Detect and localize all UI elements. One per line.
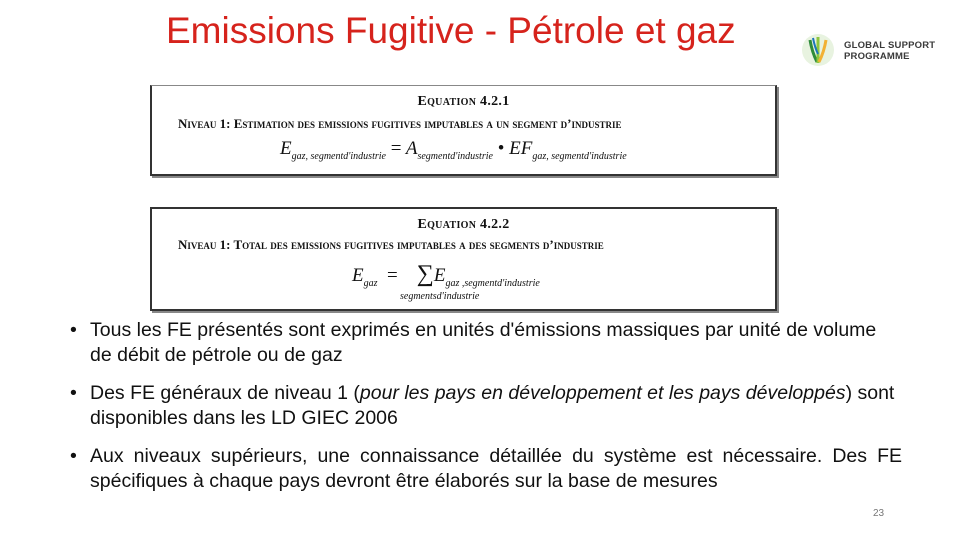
formula-lhs: E (352, 265, 364, 286)
equation-formula (352, 261, 540, 289)
equation-subtitle: Niveau 1: Total des emissions fugitives imputables a des segments d’industrie (178, 237, 604, 252)
bullet-list (70, 318, 902, 507)
equation-box-4-2-1 (150, 85, 777, 176)
bullet-item-2: • Des FE généraux de niveau 1 (pour les pays en développement et les pays développés) sont disponibles dans les LD GIEC 2006 (70, 381, 902, 431)
equation-box-4-2-2 (150, 207, 777, 311)
formula-equals: = (390, 138, 402, 159)
logo-mark-icon (800, 32, 836, 68)
formula-a: A (405, 138, 418, 159)
equation-heading: Equation 4.2.2 (417, 217, 510, 232)
formula-ef-sub: gaz, segmentd'industrie (532, 150, 627, 162)
logo-line-1: GLOBAL SUPPORT (844, 40, 936, 51)
global-support-programme-logo (800, 30, 940, 70)
formula-rhs-sub: gaz ,segmentd'industrie (445, 277, 540, 289)
formula-lhs-sub: gaz, segmentd'industrie (291, 150, 386, 162)
formula-dot: • (497, 138, 505, 159)
slide-title: Emissions Fugitive - Pétrole et gaz (166, 10, 736, 51)
formula-lhs: E (280, 138, 292, 159)
formula-lhs-sub: gaz (363, 277, 378, 289)
formula-equals: = (387, 265, 398, 286)
page-number: 23 (873, 508, 885, 519)
bullet-item-1: • Tous les FE présentés sont exprimés en unités d'émissions massiques par unité de volume de débit de pétrole ou de gaz (70, 318, 902, 368)
formula-ef: EF (509, 138, 533, 159)
logo-line-2: PROGRAMME (844, 51, 910, 62)
formula-rhs: E (433, 265, 446, 286)
equation-formula (280, 138, 627, 162)
formula-sigma: ∑ (416, 261, 434, 287)
sum-subscript: segmentsd'industrie (400, 291, 480, 302)
equation-subtitle: Niveau 1: Estimation des emissions fugitives imputables a un segment d’industrie (178, 116, 622, 131)
equation-heading: Equation 4.2.1 (417, 94, 510, 109)
bullet-item-3: • Aux niveaux supérieurs, une connaissance détaillée du système est nécessaire. Des FE spécifiques à chaque pays devront être élaborés sur la base de mesures (70, 444, 902, 494)
formula-a-sub: segmentd'industrie (417, 150, 493, 162)
